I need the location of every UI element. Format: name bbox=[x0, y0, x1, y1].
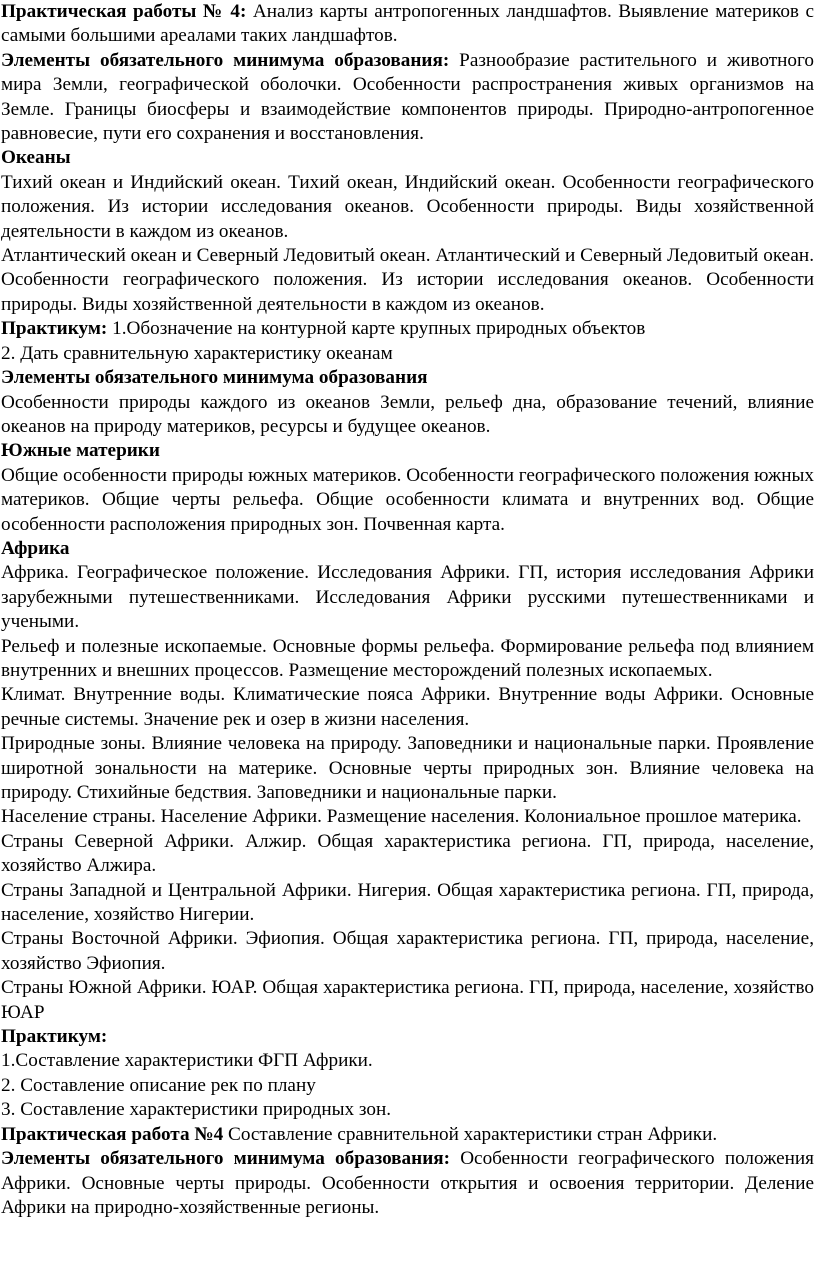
section-heading-southern-continents bbox=[1, 439, 814, 463]
bold-lead: Практическая работа №4 bbox=[1, 1123, 224, 1145]
paragraph-text: Природные зоны. Влияние человека на природу. Заповедники и национальные парки. Проявление широтной зональности на материке. Основные черты природных зон. Влияние человека на природу. Стихийные бедствия. Заповедники и национальные парки. bbox=[1, 733, 814, 803]
paragraph bbox=[1, 561, 814, 634]
section-heading-minimum bbox=[1, 366, 814, 390]
paragraph bbox=[1, 244, 814, 317]
paragraph bbox=[1, 879, 814, 928]
paragraph-text: Рельеф и полезные ископаемые. Основные формы рельефа. Формирование рельефа под влиянием внутренних и внешних процессов. Размещение месторождений полезных ископаемых. bbox=[1, 635, 814, 681]
bold-lead: Практическая работы № 4: bbox=[1, 1, 247, 22]
paragraph bbox=[1, 49, 814, 147]
paragraph bbox=[1, 830, 814, 879]
bold-lead: Океаны bbox=[1, 147, 71, 169]
bold-lead: Элементы обязательного минимума образования: bbox=[1, 1148, 451, 1170]
paragraph-text: Составление сравнительной характеристики стран Африки. bbox=[223, 1123, 718, 1145]
bold-lead: Южные материки bbox=[1, 440, 160, 462]
paragraph bbox=[1, 1123, 814, 1147]
bold-lead: Африка bbox=[1, 537, 70, 559]
bold-lead: Элементы обязательного минимума образования: bbox=[1, 49, 450, 71]
paragraph bbox=[1, 635, 814, 684]
bold-lead: Практикум: bbox=[1, 1026, 108, 1048]
paragraph bbox=[1, 171, 814, 244]
paragraph bbox=[1, 391, 814, 440]
paragraph-text: Страны Восточной Африки. Эфиопия. Общая характеристика региона. ГП, природа, население, хозяйство Эфиопия. bbox=[1, 928, 814, 974]
paragraph-text: 2. Составление описание рек по плану bbox=[1, 1074, 316, 1096]
paragraph-text: 3. Составление характеристики природных зон. bbox=[1, 1099, 392, 1121]
paragraph-text: 1.Обозначение на контурной карте крупных природных объектов bbox=[107, 318, 646, 340]
list-item bbox=[1, 1074, 814, 1098]
section-heading-oceans bbox=[1, 146, 814, 170]
paragraph bbox=[1, 683, 814, 732]
bold-lead: Элементы обязательного минимума образования bbox=[1, 367, 428, 389]
paragraph bbox=[1, 732, 814, 805]
paragraph bbox=[1, 317, 814, 341]
paragraph bbox=[1, 0, 814, 49]
paragraph-text: Страны Южной Африки. ЮАР. Общая характеристика региона. ГП, природа, население, хозяйство ЮАР bbox=[1, 977, 814, 1023]
paragraph bbox=[1, 976, 814, 1025]
paragraph-text: Атлантический океан и Северный Ледовитый океан. Атлантический и Северный Ледовитый океан. Особенности географического положения. Из истории исследования океанов. Особенности природы. Виды хозяйственной деятельности в каждом из океанов. bbox=[1, 245, 814, 315]
paragraph-text: Анализ карты антропогенных ландшафтов. Выявление материков с самыми большими ареалами таких ландшафтов. bbox=[1, 1, 814, 47]
paragraph-text: 1.Составление характеристики ФГП Африки. bbox=[1, 1050, 373, 1072]
paragraph-text: Климат. Внутренние воды. Климатические пояса Африки. Внутренние воды Африки. Основные речные системы. Значение рек и озер в жизни населения. bbox=[1, 684, 814, 730]
section-heading-africa bbox=[1, 537, 814, 561]
paragraph-text: Африка. Географическое положение. Исследования Африки. ГП, история исследования Африки зарубежными путешественниками. Исследования Африки русскими путешественниками и учеными. bbox=[1, 562, 814, 633]
paragraph bbox=[1, 927, 814, 976]
paragraph-text: Тихий океан и Индийский океан. Тихий океан, Индийский океан. Особенности географического положения. Из истории исследования океанов. Особенности природы. Виды хозяйственной деятельности в каждом из океанов. bbox=[1, 171, 814, 242]
paragraph-text: Особенности природы каждого из океанов Земли, рельеф дна, образование течений, влияние океанов на природу материков, ресурсы и будущее океанов. bbox=[1, 391, 814, 437]
paragraph-text: Общие особенности природы южных материков. Особенности географического положения южных материков. Общие черты рельефа. Общие особенности климата и внутренних вод. Общие особенности расположения природных зон. Почвенная карта. bbox=[1, 464, 814, 535]
section-heading-practicum bbox=[1, 1025, 814, 1049]
paragraph-text: Особенности географического положения Африки. Основные черты природы. Особенности открытия и освоения территории. Деление Африки на природно-хозяйственные регионы. bbox=[1, 1148, 815, 1218]
list-item bbox=[1, 1049, 814, 1073]
paragraph-text: Разнообразие растительного и животного мира Земли, географической оболочки. Особенности распространения живых организмов на Земле. Границы биосферы и взаимодействие компонентов природы. Природно-антропогенное равновесие, пути его сохранения и восстановления. bbox=[1, 49, 815, 145]
paragraph-text: Население страны. Население Африки. Размещение населения. Колониальное прошлое материка. bbox=[1, 806, 802, 828]
paragraph-text: Страны Северной Африки. Алжир. Общая характеристика региона. ГП, природа, население, хозяйство Алжира. bbox=[1, 830, 814, 877]
list-item bbox=[1, 1098, 814, 1122]
paragraph-text: 2. Дать сравнительную характеристику океанам bbox=[1, 342, 393, 364]
bold-lead: Практикум: bbox=[1, 318, 108, 340]
paragraph bbox=[1, 805, 814, 829]
paragraph bbox=[1, 342, 814, 366]
paragraph bbox=[1, 464, 814, 537]
paragraph-text: Страны Западной и Центральной Африки. Нигерия. Общая характеристика региона. ГП, природа, население, хозяйство Нигерии. bbox=[1, 879, 814, 926]
paragraph bbox=[1, 1147, 814, 1220]
